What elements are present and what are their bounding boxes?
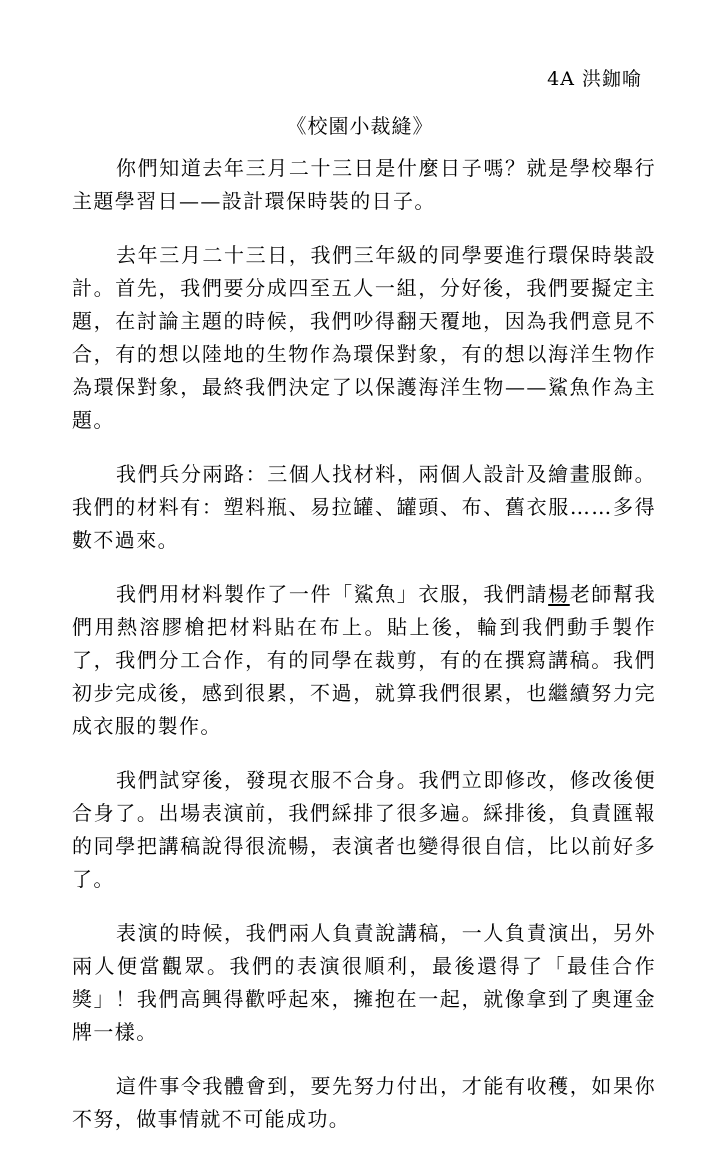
paragraph-6: 表演的時候，我們兩人負責說講稿，一人負責演出，另外兩人便當觀眾。我們的表演很順利，最後還得了「最佳合作獎」！我們高興得歡呼起來，擁抱在一起，就像拿到了奧運金牌一樣。 bbox=[72, 921, 656, 1044]
paragraph-4-part-1: 我們用材料製作了一件「鯊魚」衣服，我們請 bbox=[116, 582, 549, 606]
paragraph-4 bbox=[72, 578, 656, 743]
essay-title: 《校園小裁縫》 bbox=[286, 114, 434, 138]
paragraph-4-part-2: 老師幫我們用熱溶膠槍把材料貼在布上。貼上後，輪到我們動手製作了，我們分工合作，有的同學在裁剪，有的在撰寫講稿。我們初步完成後，感到很累，不過，就算我們很累，也繼續努力完成衣服的製作。 bbox=[72, 582, 656, 738]
paragraph-2: 去年三月二十三日，我們三年級的同學要進行環保時裝設計。首先，我們要分成四至五人一組，分好後，我們要擬定主題，在討論主題的時候，我們吵得翻天覆地，因為我們意見不合，有的想以陸地的生物作為環保對象，有的想以海洋生物作為環保對象，最終我們決定了以保護海洋生物——鯊魚作為主題。 bbox=[72, 243, 656, 432]
paragraph-1: 你們知道去年三月二十三日是什麼日子嗎？就是學校舉行主題學習日——設計環保時裝的日子。 bbox=[72, 156, 656, 213]
paragraph-5: 我們試穿後，發現衣服不合身。我們立即修改，修改後便合身了。出場表演前，我們綵排了很多遍。綵排後，負責匯報的同學把講稿說得很流暢，表演者也變得很自信，比以前好多了。 bbox=[72, 768, 656, 891]
paragraph-7: 這件事令我體會到，要先努力付出，才能有收穫，如果你不努，做事情就不可能成功。 bbox=[72, 1074, 656, 1131]
essay-body bbox=[72, 152, 656, 1157]
paragraph-3: 我們兵分兩路：三個人找材料，兩個人設計及繪畫服飾。我們的材料有：塑料瓶、易拉罐、罐頭、布、舊衣服……多得數不過來。 bbox=[72, 462, 656, 552]
underlined-name: 楊 bbox=[548, 582, 570, 606]
author-line: 4A 洪鉫喻 bbox=[547, 68, 642, 90]
